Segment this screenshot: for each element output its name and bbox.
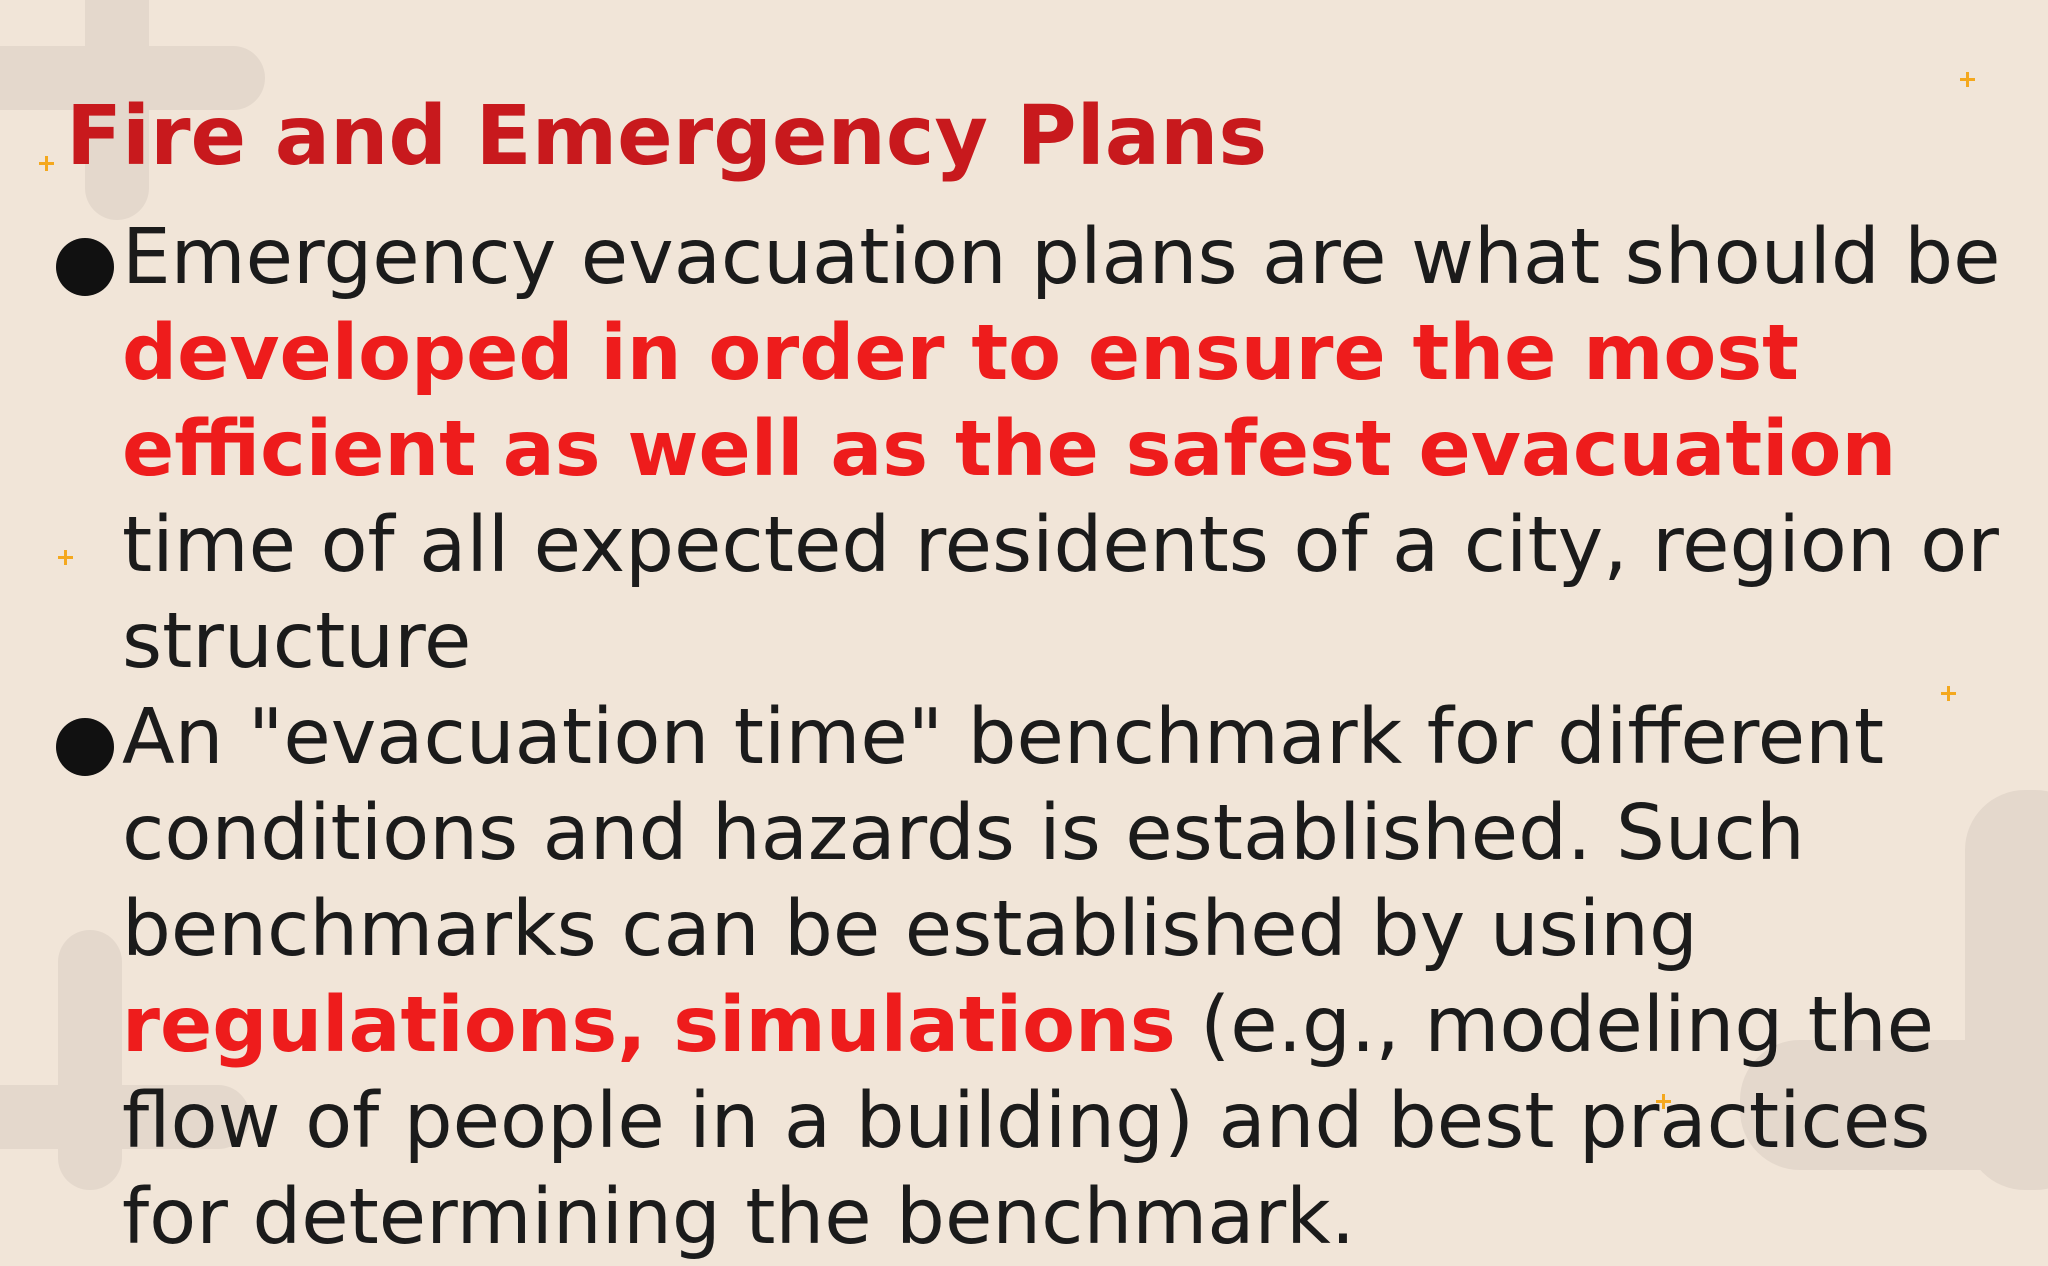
bullet-item: [52, 210, 2012, 690]
bullet-dot-icon: [56, 238, 114, 296]
slide-title: Fire and Emergency Plans: [66, 89, 1268, 184]
bullet-list: [52, 210, 2012, 1266]
sparkle-icon: [39, 156, 54, 171]
bullet-item: [52, 690, 2012, 1266]
sparkle-icon: [1960, 72, 1975, 87]
highlighted-text: regulations, simulations: [122, 981, 1176, 1070]
bullet-text: (e.g., modeling the flow of people in a building) and best practices for determining the benchmark.: [122, 981, 1935, 1262]
highlighted-text: developed in order to ensure the most efficient as well as the safest evacuation: [122, 309, 1897, 494]
bullet-dot-icon: [56, 718, 114, 776]
bullet-text: An "evacuation time" benchmark for different conditions and hazards is established. Such benchmarks can be established by using: [122, 693, 1885, 974]
bullet-text: Emergency evacuation plans are what should be: [122, 213, 2001, 302]
bullet-text: time of all expected residents of a city, region or structure: [122, 501, 1999, 686]
